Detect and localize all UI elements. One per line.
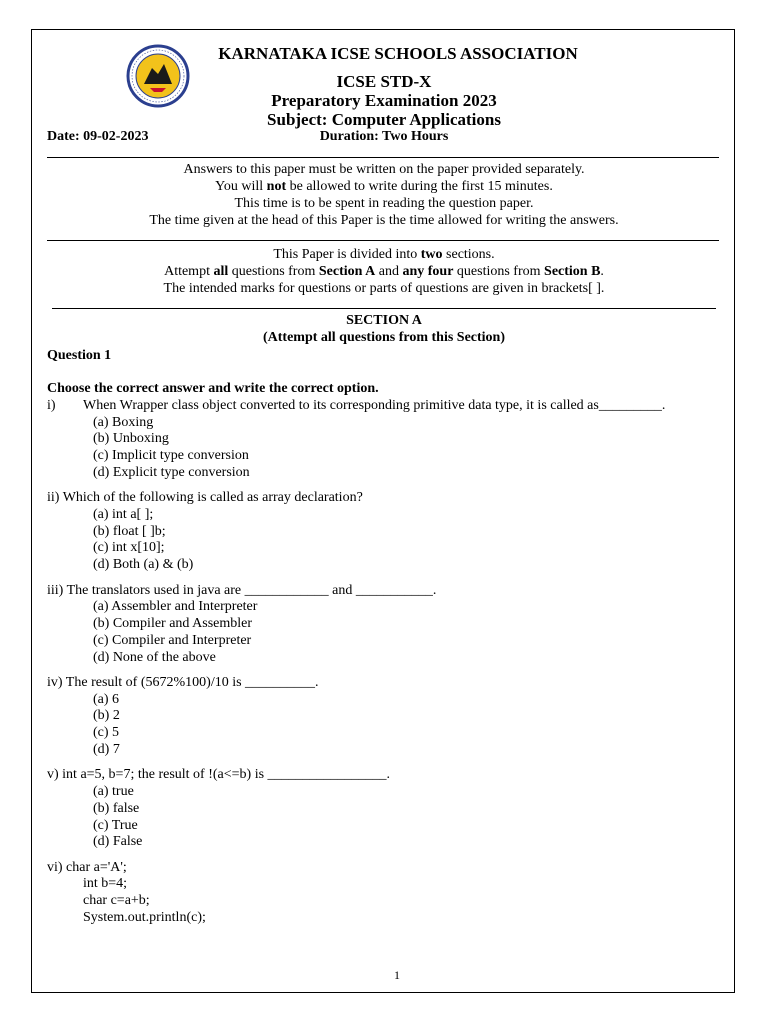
instruction-line: Answers to this paper must be written on the paper provided separately.	[183, 162, 585, 177]
option: (d) False	[93, 834, 143, 849]
option: (d) 7	[93, 742, 120, 757]
divider	[52, 308, 716, 309]
option: (b) Compiler and Assembler	[93, 616, 253, 631]
option: (b) false	[93, 801, 140, 816]
exam-duration: Duration: Two Hours	[319, 129, 449, 144]
option: (d) Explicit type conversion	[93, 465, 250, 480]
subject-title: Subject: Computer Applications	[267, 110, 501, 129]
section-title: SECTION A	[346, 313, 422, 328]
question-text: ii) Which of the following is called as array declaration?	[47, 490, 363, 505]
exam-title: Preparatory Examination 2023	[271, 91, 497, 110]
option: (a) true	[93, 784, 134, 799]
exam-date: Date: 09-02-2023	[47, 129, 149, 144]
instruction-line: You will not be allowed to write during the first 15 minutes.	[215, 179, 553, 194]
question-text: When Wrapper class object converted to its corresponding primitive data type, it is called as_________.	[83, 398, 666, 413]
option: (a) 6	[93, 692, 120, 707]
question-text: v) int a=5, b=7; the result of !(a<=b) is _________________.	[47, 767, 391, 782]
question-text: vi) char a='A';	[47, 860, 127, 875]
instruction-line: Attempt all questions from Section A and any four questions from Section B.	[164, 264, 604, 279]
option: (c) int x[10];	[93, 540, 165, 555]
option: (a) int a[ ];	[93, 507, 154, 522]
divider	[47, 240, 719, 241]
instruction-line: The time given at the head of this Paper is the time allowed for writing the answers.	[149, 213, 619, 228]
instruction-line: The intended marks for questions or parts of questions are given in brackets[ ].	[163, 281, 605, 296]
option: (b) 2	[93, 708, 120, 723]
question-text: iv) The result of (5672%100)/10 is __________.	[47, 675, 319, 690]
option: (a) Boxing	[93, 415, 154, 430]
option: (d) None of the above	[93, 650, 216, 665]
instruction-line: This time is to be spent in reading the question paper.	[234, 196, 534, 211]
association-name: KARNATAKA ICSE SCHOOLS ASSOCIATION	[218, 44, 578, 63]
code-line: System.out.println(c);	[83, 910, 206, 925]
option: (c) Compiler and Interpreter	[93, 633, 252, 648]
question-number: i)	[47, 398, 56, 413]
divider	[47, 157, 719, 158]
option: (c) Implicit type conversion	[93, 448, 249, 463]
section-subtitle: (Attempt all questions from this Section)	[262, 330, 505, 345]
option: (b) Unboxing	[93, 431, 169, 446]
code-line: char c=a+b;	[83, 893, 150, 908]
option: (d) Both (a) & (b)	[93, 557, 194, 572]
option: (c) 5	[93, 725, 120, 740]
std-title: ICSE STD-X	[336, 72, 432, 91]
option: (c) True	[93, 818, 138, 833]
question-instruction: Choose the correct answer and write the correct option.	[47, 381, 379, 396]
question-text: iii) The translators used in java are ____________ and ___________.	[47, 583, 437, 598]
page-number: 1	[394, 968, 400, 982]
code-line: int b=4;	[83, 876, 128, 891]
option: (b) float [ ]b;	[93, 524, 166, 539]
instruction-line: This Paper is divided into two sections.	[273, 247, 495, 262]
option: (a) Assembler and Interpreter	[93, 599, 258, 614]
question-label: Question 1	[47, 348, 112, 363]
